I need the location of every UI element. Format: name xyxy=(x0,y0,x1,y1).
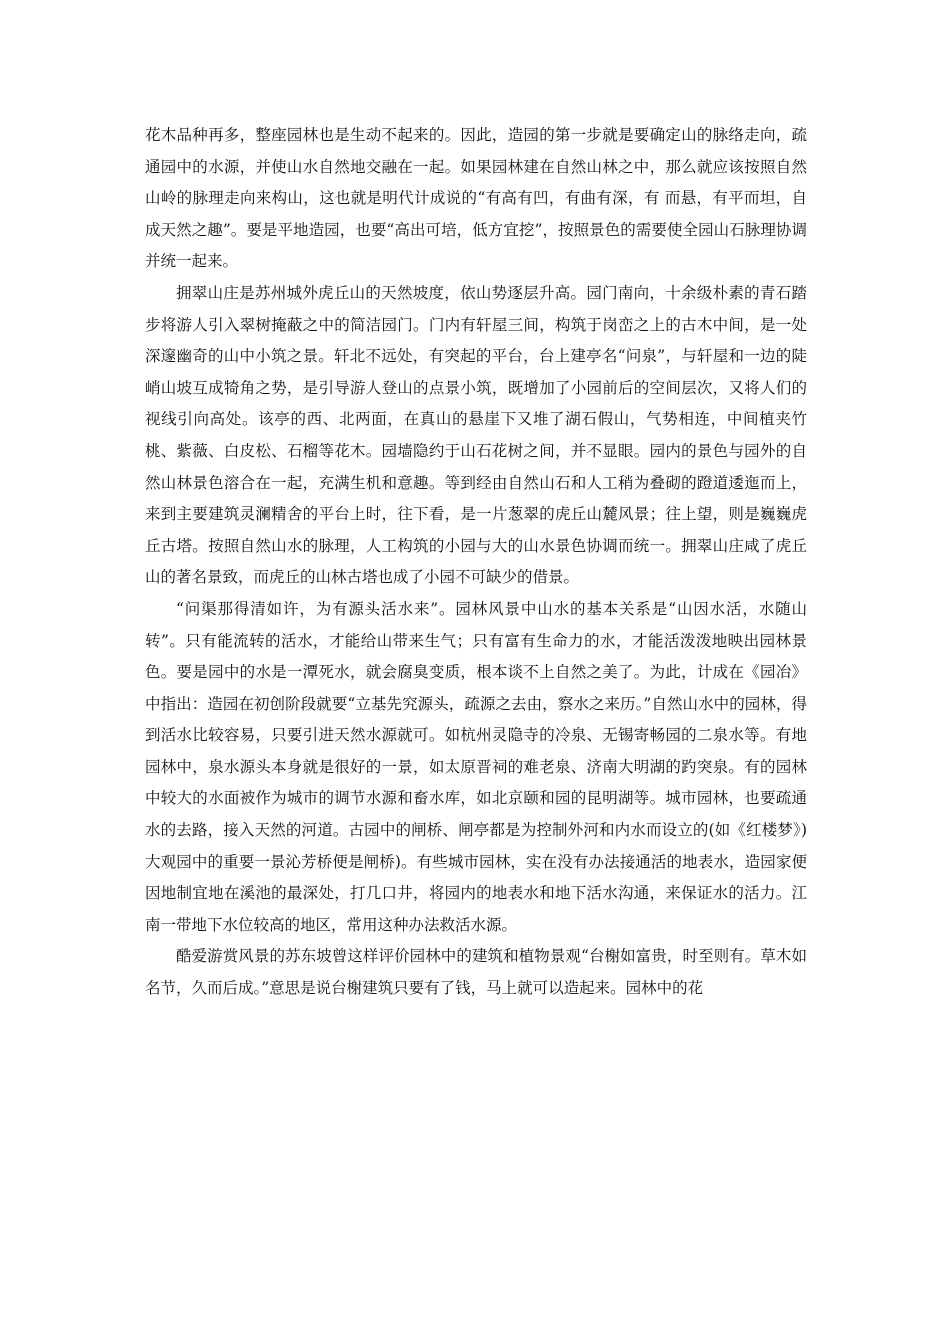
paragraph-yongcui-villa: 拥翠山庄是苏州城外虎丘山的天然坡度，依山势逐层升高。园门南向，十余级朴素的青石踏步将游人引入翠树掩蔽之中的简洁园门。门内有轩屋三间，构筑于岗峦之上的古木中间，是一处深邃幽奇的山中小筑之景。轩北不远处，有突起的平台，台上建亭名“问泉”，与轩屋和一边的陡峭山坡互成犄角之势，是引导游人登山的点景小筑，既增加了小园前后的空间层次，又将人们的视线引向高处。该亭的西、北两面，在真山的悬崖下又堆了湖石假山，气势相连，中间植夹竹桃、紫薇、白皮松、石榴等花木。园墙隐约于山石花树之间，并不显眼。园内的景色与园外的自然山林景色溶合在一起，充满生机和意趣。等到经由自然山石和人工稍为叠砌的蹬道逶迤而上，来到主要建筑灵澜精舍的平台上时，往下看，是一片葱翠的虎丘山麓风景；往上望，则是巍巍虎丘古塔。按照自然山水的脉理，人工构筑的小园与大的山水景色协调而统一。拥翠山庄咸了虎丘山的著名景致，而虎丘的山林古塔也成了小园不可缺少的借景。 xyxy=(145,283,807,587)
document-page xyxy=(145,120,807,1005)
paragraph-su-dongpo: 酷爱游赏风景的苏东坡曾这样评价园林中的建筑和植物景观“台榭如富贵，时至则有。草木如名节，久而后成。”意思是说台榭建筑只要有了钱，马上就可以造起来。园林中的花 xyxy=(145,947,807,998)
paragraph-continued: 花木品种再多，整座园林也是生动不起来的。因此，造园的第一步就是要确定山的脉络走向，疏通园中的水源，并使山水自然地交融在一起。如果园林建在自然山林之中，那么就应该按照自然山岭的脉理走向来构山，这也就是明代计成说的“有高有凹，有曲有深，有 而悬，有平而坦，自成天然之趣”。要是平地造园，也要“高出可培，低方宜挖”，按照景色的需要使全园山石脉理协调并统一起来。 xyxy=(145,126,807,271)
paragraph-living-water: “问渠那得清如许，为有源头活水来”。园林风景中山水的基本关系是“山因水活，水随山转”。只有能流转的活水，才能给山带来生气；只有富有生命力的水，才能活泼泼地映出园林景色。要是园中的水是一潭死水，就会腐臭变质，根本谈不上自然之美了。为此，计成在《园冶》中指出：造园在初创阶段就要“立基先究源头，疏源之去由，察水之来历。”自然山水中的园林，得到活水比较容易，只要引进天然水源就可。如杭州灵隐寺的冷泉、无锡寄畅园的二泉水等。有地园林中，泉水源头本身就是很好的一景，如太原晋祠的难老泉、济南大明湖的趵突泉。有的园林中较大的水面被作为城市的调节水源和畜水库，如北京颐和园的昆明湖等。城市园林，也要疏通水的去路，接入天然的河道。古园中的闸桥、闸亭都是为控制外河和内水而设立的(如《红楼梦》)大观园中的重要一景沁芳桥便是闸桥)。有些城市园林，实在没有办法接通活的地表水，造园家便因地制宜地在溪池的最深处，打几口井，将园内的地表水和地下活水沟通，来保证水的活力。江南一带地下水位较高的地区，常用这种办法救活水源。 xyxy=(145,599,807,934)
